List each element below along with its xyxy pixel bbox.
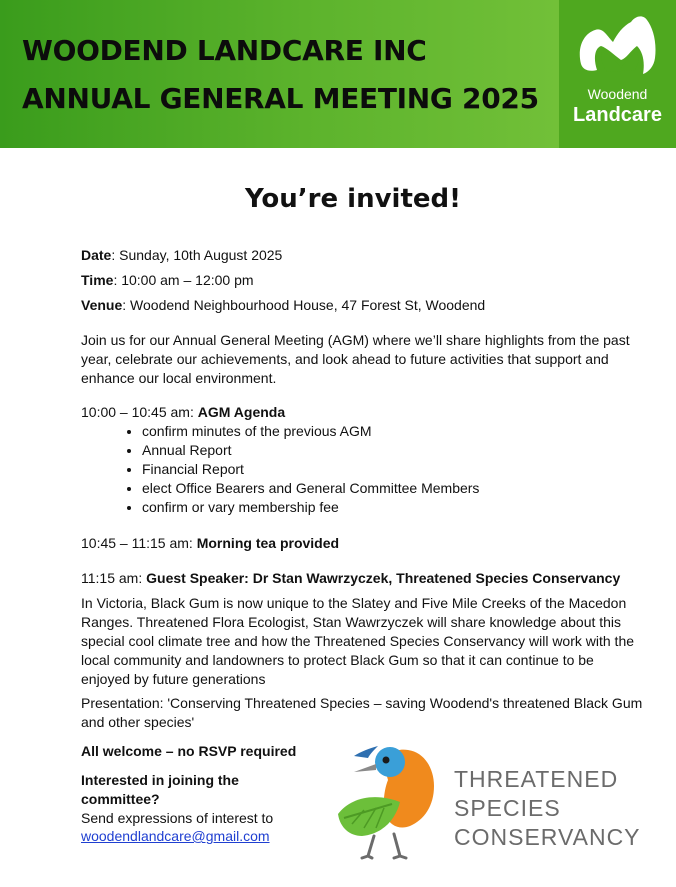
join-heading xyxy=(81,771,239,809)
agenda-item: • Annual Report xyxy=(142,441,479,460)
logo-text-landcare: Landcare xyxy=(573,104,662,126)
date-label: Date xyxy=(81,247,112,263)
speaker-desc-line: enjoyed by future generations xyxy=(81,671,266,687)
agenda-heading xyxy=(81,403,285,422)
agenda-item: • confirm minutes of the previous AGM xyxy=(142,422,479,441)
tsc-line3: CONSERVANCY xyxy=(454,824,641,850)
woodend-landcare-logo xyxy=(559,0,676,148)
presentation-line: Presentation: 'Conserving Threatened Species – saving Woodend's threatened Black Gum xyxy=(81,695,643,711)
bird-icon xyxy=(330,742,442,867)
date-line xyxy=(81,246,282,265)
intro-line: year, celebrate our achievements, and look ahead to future activities that support and xyxy=(81,351,609,367)
speaker-title: Guest Speaker: Dr Stan Wawrzyczek, Threatened Species Conservancy xyxy=(146,570,621,586)
agenda-title: AGM Agenda xyxy=(197,404,286,420)
join-line: Interested in joining the xyxy=(81,772,239,788)
time-label: Time xyxy=(81,272,114,288)
hands-icon xyxy=(573,12,663,80)
email-link[interactable]: woodendlandcare@gmail.com xyxy=(81,828,270,844)
agenda-item: • elect Office Bearers and General Committee Members xyxy=(142,479,479,498)
agenda-time: 10:00 – 10:45 am: xyxy=(81,404,198,420)
time-line xyxy=(81,271,254,290)
welcome-line: All welcome – no RSVP required xyxy=(81,743,297,759)
intro-line: Join us for our Annual General Meeting (AGM) where we’ll share highlights from the past xyxy=(81,332,630,348)
speaker-desc-line: local community and landowners to protect Black Gum so that it can continue to be xyxy=(81,652,594,668)
date-value: : Sunday, 10th August 2025 xyxy=(111,247,283,263)
tea-time: 10:45 – 11:15 am: xyxy=(81,535,197,551)
tsc-line2: SPECIES xyxy=(454,795,561,821)
presentation-line: and other species' xyxy=(81,714,195,730)
speaker-time: 11:15 am: xyxy=(81,570,147,586)
header-banner xyxy=(0,0,676,148)
tsc-line1: THREATENED xyxy=(454,766,619,792)
venue-line xyxy=(81,296,485,315)
intro-line: enhance our local environment. xyxy=(81,370,277,386)
presentation-paragraph xyxy=(81,694,642,732)
speaker-desc-line: In Victoria, Black Gum is now unique to the Slatey and Five Mile Creeks of the Macedon xyxy=(81,595,627,611)
tea-title: Morning tea provided xyxy=(196,535,340,551)
tea-line xyxy=(81,534,339,553)
invite-heading: You’re invited! xyxy=(244,184,461,214)
agenda-item: • confirm or vary membership fee xyxy=(142,498,479,517)
speaker-description xyxy=(81,594,634,689)
title-line1: WOODEND LANDCARE INC xyxy=(22,34,427,67)
send-line: Send expressions of interest to xyxy=(81,810,274,826)
speaker-heading xyxy=(81,569,620,588)
join-line: committee? xyxy=(81,791,160,807)
title-line2: ANNUAL GENERAL MEETING 2025 xyxy=(22,82,539,115)
venue-label: Venue xyxy=(81,297,123,313)
speaker-desc-line: Ranges. Threatened Flora Ecologist, Stan Wawrzyczek will share knowledge about this xyxy=(81,614,622,630)
agenda-list xyxy=(120,422,479,517)
speaker-desc-line: special cool climate tree and how the Threatened Species Conservancy will work with the xyxy=(81,633,635,649)
intro-paragraph xyxy=(81,331,630,388)
agenda-item: • Financial Report xyxy=(142,460,479,479)
logo-text-woodend: Woodend xyxy=(587,86,648,102)
time-value: : 10:00 am – 12:00 pm xyxy=(113,272,254,288)
venue-value: : Woodend Neighbourhood House, 47 Forest St, Woodend xyxy=(122,297,486,313)
